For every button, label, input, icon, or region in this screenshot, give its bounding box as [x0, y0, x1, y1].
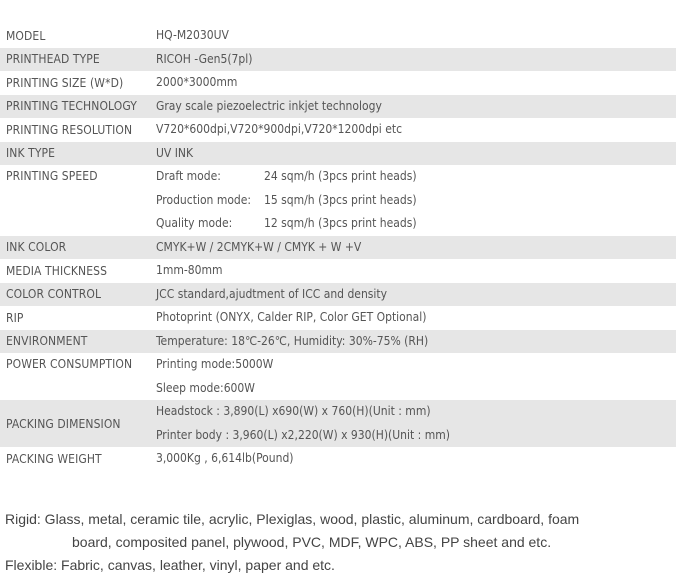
spec-row — [0, 400, 676, 447]
spec-value-line: Photoprint (ONYX, Calder RIP, Color GET Optional) — [156, 310, 427, 324]
speed-mode-value: 12 sqm/h (3pcs print heads) — [264, 216, 417, 230]
spec-value-line: Headstock : 3,890(L) x690(W) x 760(H)(Unit : mm) — [156, 404, 431, 418]
spec-value-line: Temperature: 18℃-26℃, Humidity: 30%-75% (RH) — [156, 333, 429, 348]
speed-mode-name: Quality mode: — [156, 216, 233, 230]
spec-value — [150, 71, 676, 95]
spec-label: PRINTHEAD TYPE — [6, 52, 100, 67]
spec-row — [0, 259, 676, 283]
spec-row — [0, 142, 676, 166]
spec-value — [150, 400, 676, 447]
spec-row — [0, 447, 676, 471]
rigid-materials-line-1: Rigid: Glass, metal, ceramic tile, acrylic, Plexiglas, wood, plastic, aluminum, cardboard, foam — [5, 511, 580, 527]
spec-value-line: UV INK — [156, 145, 194, 160]
spec-row — [0, 118, 676, 142]
spec-value — [150, 259, 676, 283]
spec-row — [0, 24, 676, 48]
spec-label: PRINTING SPEED — [6, 169, 98, 183]
spec-value-line: V720*600dpi,V720*900dpi,V720*1200dpi etc — [156, 122, 403, 136]
spec-value — [150, 353, 676, 400]
speed-mode-name: Draft mode: — [156, 169, 221, 183]
spec-label: PACKING WEIGHT — [6, 451, 102, 466]
spec-value — [150, 48, 676, 72]
spec-value — [150, 142, 676, 166]
spec-label: RIP — [6, 310, 24, 325]
speed-mode-line — [156, 165, 676, 189]
spec-value-line: CMYK+W / 2CMYK+W / CMYK + W +V — [156, 239, 362, 254]
spec-value — [150, 165, 676, 236]
spec-value-line: 2000*3000mm — [156, 75, 238, 89]
flexible-materials-line: Flexible: Fabric, canvas, leather, vinyl, paper and etc. — [5, 557, 335, 573]
spec-label: INK COLOR — [6, 240, 67, 255]
spec-row — [0, 283, 676, 307]
speed-mode-value: 15 sqm/h (3pcs print heads) — [264, 192, 417, 207]
spec-label: PRINTING RESOLUTION — [6, 122, 133, 137]
spec-row — [0, 165, 676, 236]
spec-value-line: HQ-M2030UV — [156, 28, 229, 42]
speed-mode-line — [156, 212, 676, 236]
rigid-materials-line-2: board, composited panel, plywood, PVC, MDF, WPC, ABS, PP sheet and etc. — [72, 534, 552, 550]
spec-label: PRINTING SIZE (W*D) — [6, 75, 124, 90]
spec-value-line: Sleep mode:600W — [156, 380, 255, 395]
spec-value — [150, 447, 676, 471]
spec-label: MEDIA THICKNESS — [6, 263, 108, 278]
spec-value — [150, 118, 676, 142]
spec-value — [150, 24, 676, 48]
spec-label: INK TYPE — [6, 146, 56, 161]
spec-value-line: JCC standard,ajudtment of ICC and density — [156, 286, 388, 301]
spec-value-line: Printing mode:5000W — [156, 357, 274, 371]
spec-value — [150, 283, 676, 307]
spec-value-line: Gray scale piezoelectric inkjet technology — [156, 98, 382, 113]
spec-row — [0, 306, 676, 330]
speed-mode-name: Production mode: — [156, 192, 252, 207]
spec-value — [150, 95, 676, 119]
spec-value — [150, 330, 676, 354]
speed-mode-line — [156, 189, 676, 213]
spec-value-line: 1mm-80mm — [156, 263, 223, 277]
spec-value — [150, 236, 676, 260]
spec-value-line: Printer body : 3,960(L) x2,220(W) x 930(H)(Unit : mm) — [156, 427, 450, 442]
materials-note — [5, 508, 579, 577]
spec-label: POWER CONSUMPTION — [6, 357, 133, 371]
spec-value-line: RICOH -Gen5(7pl) — [156, 51, 253, 66]
spec-row — [0, 330, 676, 354]
spec-label: COLOR CONTROL — [6, 287, 102, 302]
spec-row — [0, 353, 676, 400]
spec-table — [0, 24, 676, 471]
spec-row — [0, 95, 676, 119]
spec-label: PRINTING TECHNOLOGY — [6, 99, 137, 114]
spec-value-line: 3,000Kg , 6,614lb(Pound) — [156, 451, 294, 465]
spec-label: ENVIRONMENT — [6, 334, 88, 349]
spec-value — [150, 306, 676, 330]
spec-row — [0, 71, 676, 95]
spec-row — [0, 48, 676, 72]
spec-label: PACKING DIMENSION — [6, 416, 121, 431]
spec-label: MODEL — [6, 28, 46, 43]
speed-mode-value: 24 sqm/h (3pcs print heads) — [264, 169, 417, 183]
spec-row — [0, 236, 676, 260]
